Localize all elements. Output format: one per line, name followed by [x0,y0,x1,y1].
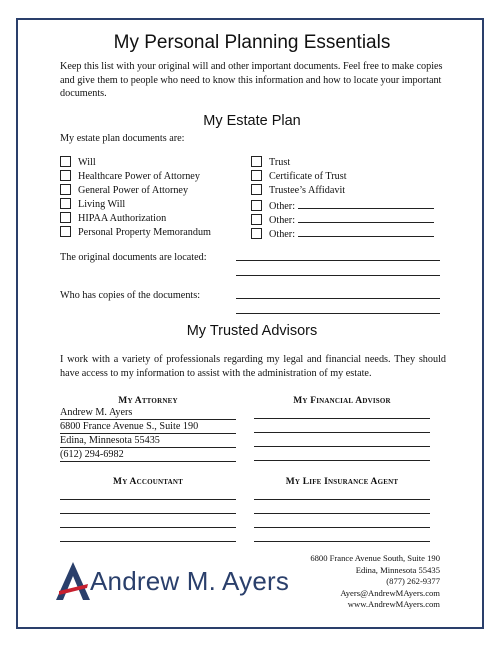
financial-advisor-label: My Financial Advisor [293,396,391,406]
insurance-input-4[interactable] [254,541,430,542]
checkbox-box[interactable] [251,170,262,181]
checkbox-will[interactable] [60,156,96,170]
checkbox-other-2[interactable] [251,212,434,226]
accountant-input-3[interactable] [60,527,236,528]
copies-input-1[interactable] [236,298,440,299]
checkbox-box[interactable] [251,214,262,225]
attorney-line-1[interactable]: Andrew M. Ayers [60,406,236,420]
address-line: (877) 262-9377 [386,576,440,587]
address-line: 6800 France Avenue South, Suite 190 [310,553,440,563]
checkbox-living-will[interactable] [60,198,125,212]
checkbox-label: Trust [269,157,291,168]
accountant-input-4[interactable] [60,541,236,542]
financial-input-4[interactable] [254,460,430,461]
checkbox-box[interactable] [251,228,262,239]
located-label: The original documents are located: [60,252,207,263]
estate-plan-heading: My Estate Plan [203,113,301,129]
checkbox-property-memo[interactable] [60,226,211,240]
checkbox-label: Other: [269,201,296,212]
footer-address [260,553,440,611]
checkbox-box[interactable] [60,170,71,181]
checkbox-trustees-affidavit[interactable] [251,184,345,198]
checkbox-box[interactable] [60,226,71,237]
insurance-agent-label: My Life Insurance Agent [285,477,399,487]
document-page [16,18,484,629]
checkbox-label: HIPAA Authorization [78,213,167,224]
copies-label: Who has copies of the documents: [60,290,201,301]
insurance-input-3[interactable] [254,527,430,528]
checkbox-label: Certificate of Trust [269,171,347,182]
checkbox-label: Other: [269,215,296,226]
checkbox-other-1[interactable] [251,198,434,212]
address-website-link[interactable]: www.AndrewMAyers.com [347,599,440,610]
other-1-input[interactable] [298,198,434,209]
checkbox-box[interactable] [60,198,71,209]
accountant-label: My Accountant [113,477,183,487]
trusted-advisors-heading: My Trusted Advisors [186,323,318,339]
checkbox-label: Other: [269,229,296,240]
logo [54,560,294,602]
insurance-input-2[interactable] [254,513,430,514]
attorney-line-3[interactable]: Edina, Minnesota 55435 [60,434,236,448]
address-email-link[interactable]: Ayers@AndrewMAyers.com [340,587,440,598]
other-3-input[interactable] [298,226,434,237]
checkbox-box[interactable] [251,156,262,167]
other-2-input[interactable] [298,212,434,223]
intro-paragraph: Keep this list with your original will and other important documents. Feel free to make copies and give them to people who need to know this information and how to locate your important documents. [60,61,443,99]
checkbox-trust[interactable] [251,156,290,170]
checkbox-box[interactable] [251,184,262,195]
checkbox-label: Will [78,157,96,168]
checkbox-label: Healthcare Power of Attorney [78,171,200,182]
checkbox-label: General Power of Attorney [78,185,189,196]
page-title: My Personal Planning Essentials [113,32,391,53]
advisors-paragraph: I work with a variety of professionals regarding my legal and financial needs. They should have access to my information to assist with the administration of my estate. [60,354,446,379]
located-input-1[interactable] [236,260,440,261]
attorney-label: My Attorney [118,396,178,406]
financial-input-1[interactable] [254,418,430,419]
checkbox-box[interactable] [251,200,262,211]
located-input-2[interactable] [236,275,440,276]
checkbox-certificate-of-trust[interactable] [251,170,347,184]
checkbox-healthcare-poa[interactable] [60,170,200,184]
checkbox-label: Living Will [78,199,126,210]
attorney-line-4[interactable]: (612) 294-6982 [60,448,236,462]
checkbox-box[interactable] [60,212,71,223]
logo-mark-icon [54,560,92,600]
attorney-line-2[interactable]: 6800 France Avenue S., Suite 190 [60,420,236,434]
copies-input-2[interactable] [236,313,440,314]
financial-input-2[interactable] [254,432,430,433]
accountant-input-2[interactable] [60,513,236,514]
logo-wordmark: Andrew M. Ayers [90,566,290,596]
checkbox-hipaa[interactable] [60,212,166,226]
checkbox-other-3[interactable] [251,226,434,240]
checkbox-box[interactable] [60,156,71,167]
checkbox-box[interactable] [60,184,71,195]
accountant-input-1[interactable] [60,499,236,500]
estate-subheading: My estate plan documents are: [60,133,185,144]
checkbox-label: Trustee’s Affidavit [269,185,346,196]
checkbox-label: Personal Property Memorandum [78,227,211,238]
insurance-input-1[interactable] [254,499,430,500]
checkbox-general-poa[interactable] [60,184,188,198]
financial-input-3[interactable] [254,446,430,447]
address-line: Edina, Minnesota 55435 [355,564,440,575]
